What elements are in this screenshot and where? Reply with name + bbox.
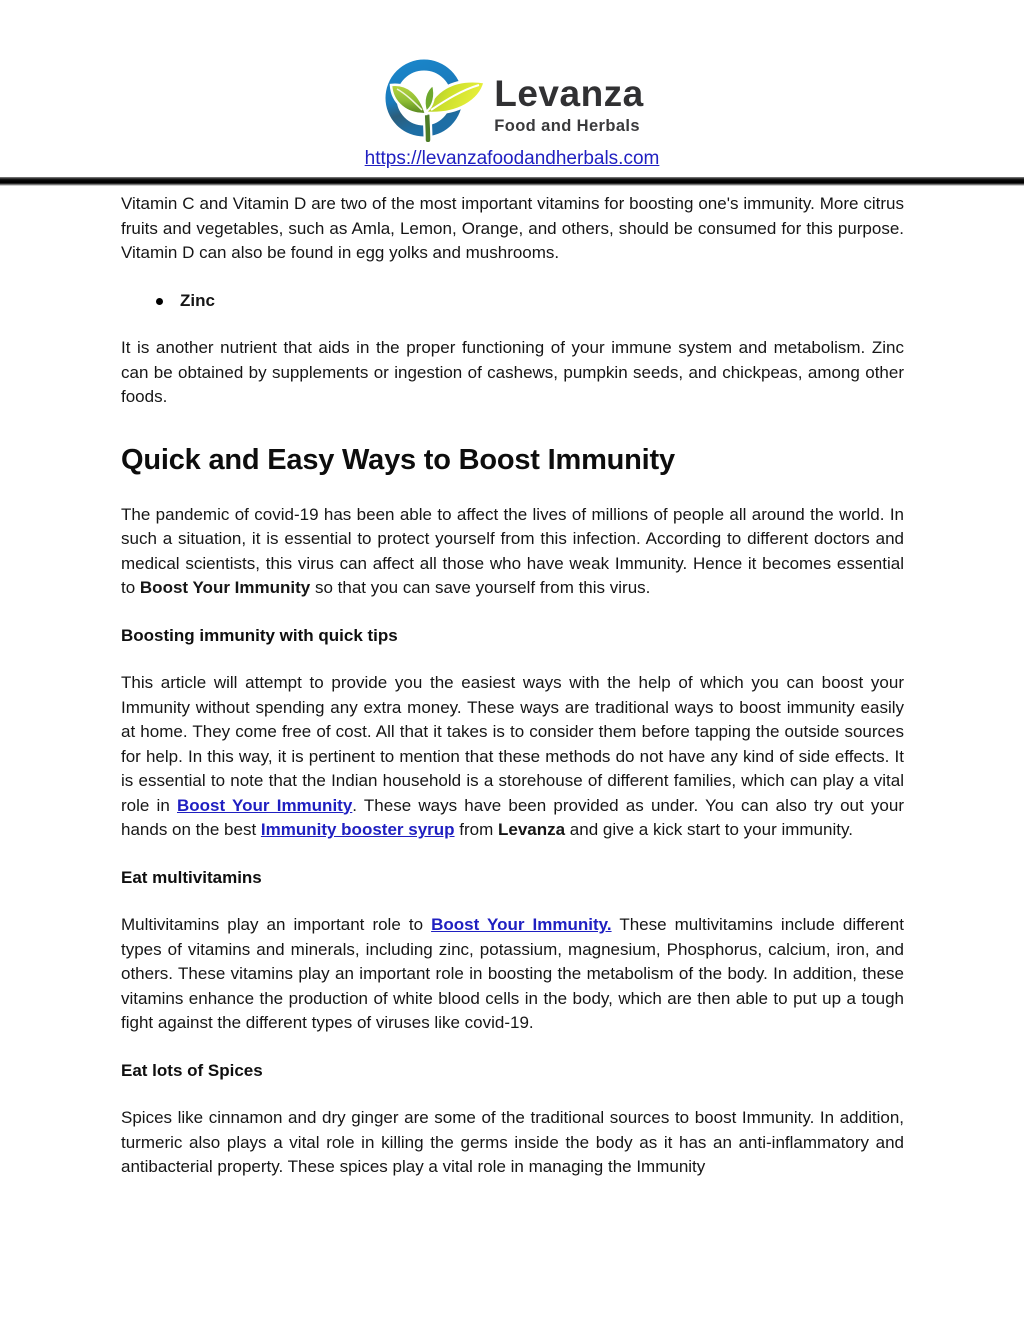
text-run: These multivitamins include different types of vitamins and minerals, including zinc, potassium, magnesium, Phosphorus, calcium, iron, and others. These vitamins play an important role in boosting the metabolism of the body. In addition, these vitamins enhance the production of white blood cells in the body, which are then able to put up a tough fight against the different types of viruses like covid-19. bbox=[121, 915, 904, 1032]
section-heading bbox=[121, 443, 904, 477]
subheading bbox=[121, 1059, 904, 1084]
header bbox=[0, 0, 1024, 170]
website-link-row bbox=[0, 148, 1024, 170]
paragraph bbox=[121, 913, 904, 1036]
bullet-dot bbox=[156, 298, 163, 305]
paragraph bbox=[121, 192, 904, 266]
paragraph bbox=[121, 671, 904, 843]
divider-rule bbox=[0, 177, 1024, 186]
paragraph bbox=[121, 336, 904, 410]
boost-your-immunity-link[interactable]: Boost Your Immunity. bbox=[431, 915, 612, 934]
text-run: It is another nutrient that aids in the proper functioning of your immune system and metabolism. Zinc can be obtained by supplements or ingestion of cashews, pumpkin seeds, and chickpeas, among other foods. bbox=[121, 338, 904, 406]
subheading bbox=[121, 624, 904, 649]
text-run: . These ways have been provided as under. You can also try out your hands on the best bbox=[121, 795, 905, 839]
bold-text: Levanza bbox=[497, 820, 566, 839]
brand-tagline: Food and Herbals bbox=[494, 117, 640, 135]
plant-in-circle-logo-icon bbox=[380, 56, 487, 142]
text-run: from bbox=[454, 820, 498, 839]
text-run: Eat lots of Spices bbox=[121, 1060, 263, 1080]
text-run: Boosting immunity with quick tips bbox=[121, 625, 398, 645]
brand-logo bbox=[380, 56, 644, 142]
text-run: Quick and Easy Ways to Boost Immunity bbox=[121, 443, 675, 476]
text-run: The pandemic of covid-19 has been able to affect the lives of millions of people all around the world. In such a situation, it is essential to protect yourself from this infection. According to different doctors and medical scientists, this virus can affect all those who have weak Immunity. Hence it becomes essential to bbox=[121, 504, 904, 597]
website-link[interactable]: https://levanzafoodandherbals.com bbox=[364, 148, 660, 169]
logo-text bbox=[494, 75, 644, 136]
text-run: Multivitamins play an important role to bbox=[121, 915, 432, 934]
brand-name: Levanza bbox=[494, 73, 644, 114]
immunity-booster-syrup-link[interactable]: Immunity booster syrup bbox=[260, 820, 455, 839]
subheading bbox=[121, 866, 904, 891]
bullet-item bbox=[121, 289, 904, 314]
bold-text: Boost Your Immunity bbox=[139, 578, 311, 597]
text-run: so that you can save yourself from this virus. bbox=[310, 578, 651, 597]
bullet-label bbox=[180, 289, 215, 314]
text-run: This article will attempt to provide you the easiest ways with the help of which you can boost your Immunity without spending any extra money. These ways are traditional ways to boost immunity easily at home. They come free of cost. All that it takes is to consider them before tapping the outside sources for help. In this way, it is pertinent to mention that these methods do not have any kind of side effects. It is essential to note that the Indian household is a storehouse of different families, which can play a vital role in bbox=[121, 673, 904, 815]
paragraph bbox=[121, 1106, 904, 1180]
paragraph bbox=[121, 503, 904, 601]
boost-your-immunity-link[interactable]: Boost Your Immunity bbox=[177, 795, 353, 815]
bold-text: Zinc bbox=[180, 290, 215, 310]
text-run: and give a kick start to your immunity. bbox=[565, 820, 853, 839]
text-run: Eat multivitamins bbox=[121, 867, 262, 887]
text-run: Vitamin C and Vitamin D are two of the most important vitamins for boosting one's immunity. More citrus fruits and vegetables, such as Amla, Lemon, Orange, and others, should be consumed for this purpose. Vitamin D can also be found in egg yolks and mushrooms. bbox=[121, 194, 904, 262]
text-run: Spices like cinnamon and dry ginger are some of the traditional sources to boost Immunity. In addition, turmeric also plays a vital role in killing the germs inside the body as it has an anti-inflammatory and antibacterial property. These spices play a vital role in managing the Immunity bbox=[121, 1108, 904, 1176]
document-body bbox=[0, 186, 1024, 1180]
